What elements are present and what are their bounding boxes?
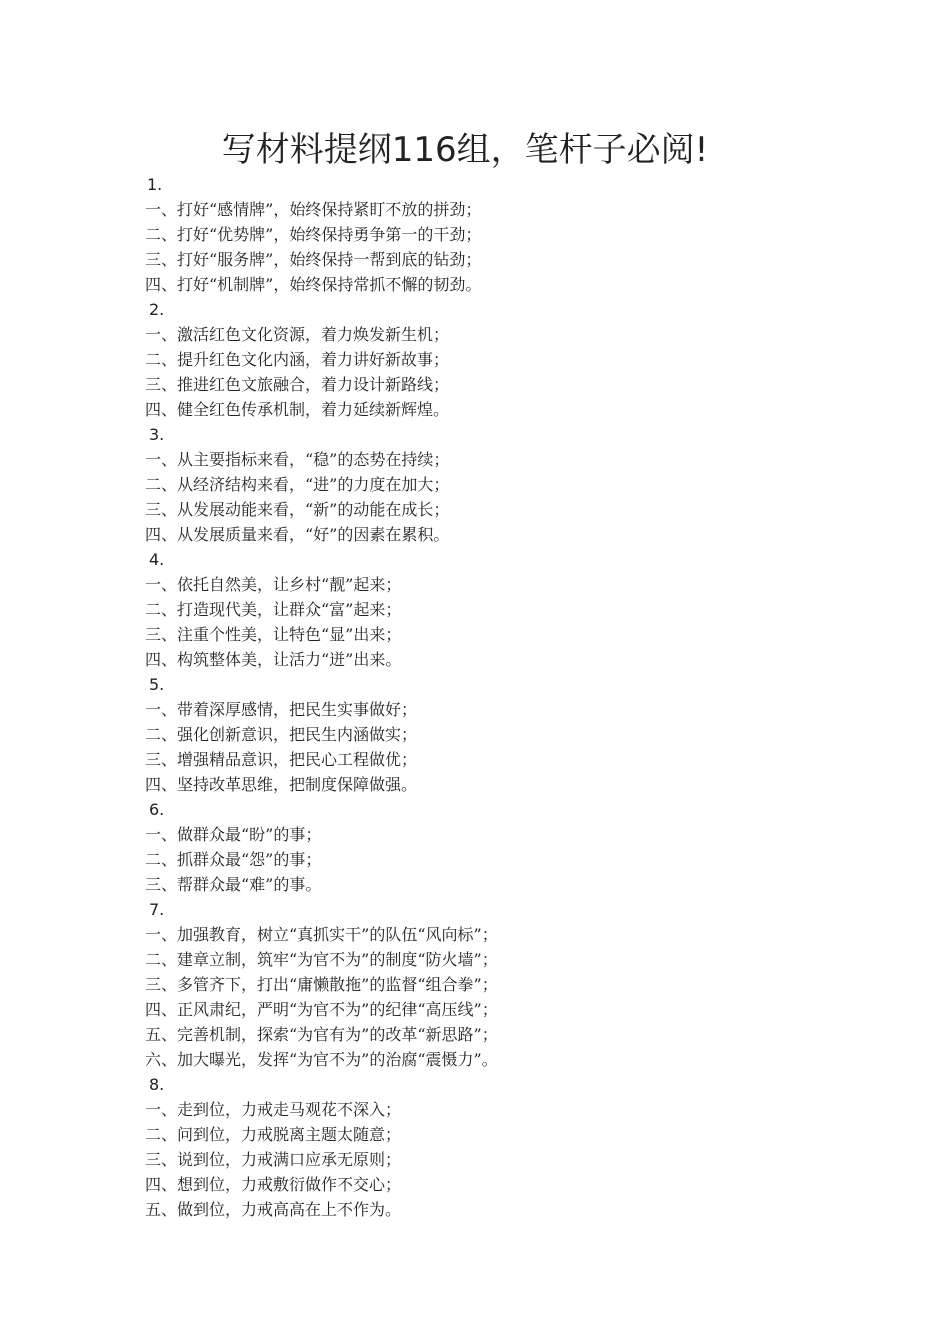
outline-line: 四、想到位，力戒敷衍做作不交心； [145, 1175, 402, 1194]
outline-line: 一、依托自然美，让乡村“靓”起来； [145, 575, 402, 594]
outline-line: 二、建章立制，筑牢“为官不为”的制度“防火墙”； [145, 950, 498, 969]
outline-line: 三、多管齐下，打出“庸懒散拖”的监督“组合拳”； [145, 975, 498, 994]
outline-line: 五、完善机制，探索“为官有为”的改革“新思路”； [145, 1025, 498, 1044]
outline-line: 一、带着深厚感情，把民生实事做好； [145, 700, 418, 719]
outline-line: 二、打造现代美，让群众“富”起来； [145, 600, 402, 619]
outline-line: 二、从经济结构来看，“进”的力度在加大； [145, 475, 450, 494]
outline-content [145, 172, 845, 1222]
outline-line: 四、从发展质量来看，“好”的因素在累积。 [145, 525, 450, 544]
section-number: 8. [149, 1075, 165, 1094]
outline-line: 二、提升红色文化内涵，着力讲好新故事； [145, 350, 450, 369]
outline-line: 三、从发展动能来看，“新”的动能在成长； [145, 500, 450, 519]
outline-line: 二、强化创新意识，把民生内涵做实； [145, 725, 418, 744]
outline-line: 一、从主要指标来看，“稳”的态势在持续； [145, 450, 450, 469]
outline-line: 四、构筑整体美，让活力“迸”出来。 [145, 650, 402, 669]
section-number: 2. [149, 300, 165, 319]
section-number: 3. [149, 425, 165, 444]
outline-line: 六、加大曝光，发挥“为官不为”的治腐“震慑力”。 [145, 1050, 498, 1069]
outline-line: 三、推进红色文旅融合，着力设计新路线； [145, 375, 450, 394]
outline-line: 三、帮群众最“难”的事。 [145, 875, 322, 894]
section-number: 6. [149, 800, 165, 819]
outline-line: 一、打好“感情牌”，始终保持紧盯不放的拼劲； [145, 200, 482, 219]
outline-line: 一、激活红色文化资源，着力焕发新生机； [145, 325, 450, 344]
outline-line: 三、说到位，力戒满口应承无原则； [145, 1150, 402, 1169]
outline-line: 一、做群众最“盼”的事； [145, 825, 322, 844]
page-title: 写材料提纲116组，笔杆子必阅! [221, 130, 709, 170]
outline-line: 二、打好“优势牌”，始终保持勇争第一的干劲； [145, 225, 482, 244]
section-number: 7. [149, 900, 165, 919]
section-number: 1. [147, 175, 163, 194]
outline-line: 三、注重个性美，让特色“显”出来； [145, 625, 402, 644]
outline-line: 四、正风肃纪，严明“为官不为”的纪律“高压线”； [145, 1000, 498, 1019]
outline-line: 四、健全红色传承机制，着力延续新辉煌。 [145, 400, 450, 419]
outline-line: 四、打好“机制牌”，始终保持常抓不懈的韧劲。 [145, 275, 482, 294]
outline-line: 一、走到位，力戒走马观花不深入； [145, 1100, 402, 1119]
outline-line: 四、坚持改革思维，把制度保障做强。 [145, 775, 418, 794]
section-number: 4. [149, 550, 165, 569]
outline-line: 三、打好“服务牌”，始终保持一帮到底的钻劲； [145, 250, 482, 269]
outline-line: 二、抓群众最“怨”的事； [145, 850, 322, 869]
outline-line: 一、加强教育，树立“真抓实干”的队伍“风向标”； [145, 925, 498, 944]
outline-line: 二、问到位，力戒脱离主题太随意； [145, 1125, 402, 1144]
outline-line: 三、增强精品意识，把民心工程做优； [145, 750, 418, 769]
section-number: 5. [149, 675, 165, 694]
outline-line: 五、做到位，力戒高高在上不作为。 [145, 1200, 402, 1219]
